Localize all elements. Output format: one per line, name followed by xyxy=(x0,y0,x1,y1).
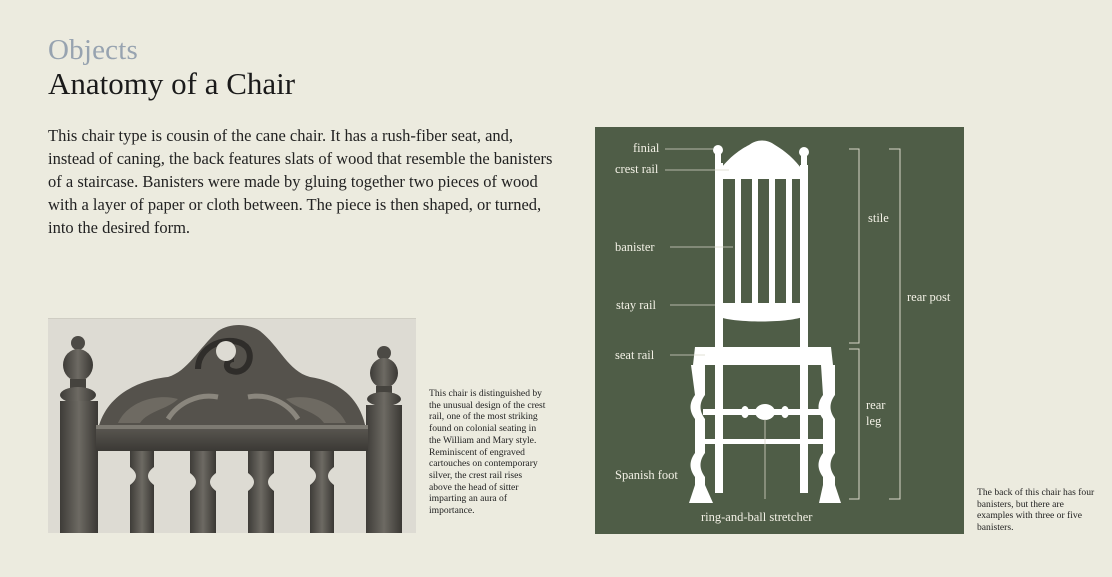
chair-diagram xyxy=(595,127,964,534)
label-spanish-foot: Spanish foot xyxy=(615,468,678,482)
label-stile: stile xyxy=(868,211,889,225)
crest-rail-photo-image xyxy=(48,319,416,533)
label-rear-post: rear post xyxy=(907,290,951,304)
crest-rail-photo xyxy=(48,318,416,533)
label-seat-rail: seat rail xyxy=(615,348,655,362)
intro-paragraph: This chair type is cousin of the cane chair. It has a rush-fiber seat, and, instead of caning, the back features slats of wood that resemble the banisters of a staircase. Banisters were made by gluing together two pieces of wood with a layer of paper or cloth between. The piece is then shaped, or turned, into the desired form. xyxy=(48,126,553,237)
label-banister: banister xyxy=(615,240,655,254)
diagram-caption: The back of this chair has four banisters, but there are examples with three or five banisters. xyxy=(977,487,1095,534)
label-finial: finial xyxy=(633,141,660,155)
label-stay-rail: stay rail xyxy=(616,298,656,312)
label-crest-rail: crest rail xyxy=(615,162,659,176)
page-title: Anatomy of a Chair xyxy=(48,66,296,101)
section-label: Objects xyxy=(48,34,138,66)
label-rear-leg-line1: rear xyxy=(866,398,886,412)
label-stretcher: ring-and-ball stretcher xyxy=(701,510,813,524)
label-rear-leg-line2: leg xyxy=(866,414,882,428)
photo-caption: This chair is distinguished by the unusual design of the crest rail, one of the most striking found on colonial seating in the William and Mary style. Reminiscent of engraved cartouches on contemporary silver, the crest rail rises above the head of sitter imparting an aura of importance. xyxy=(429,388,546,517)
